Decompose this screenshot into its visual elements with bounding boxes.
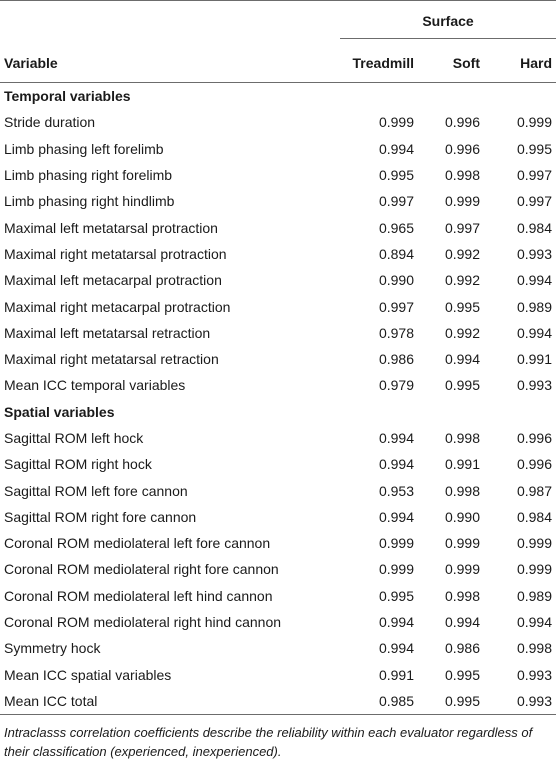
hard-cell: 0.993	[516, 377, 552, 394]
treadmill-cell: 0.978	[378, 324, 414, 341]
variable-cell: Sagittal ROM left fore cannon	[4, 482, 188, 499]
soft-cell: 0.995	[444, 298, 480, 315]
table-row	[0, 320, 556, 346]
treadmill-cell: 0.999	[378, 535, 414, 552]
treadmill-cell: 0.986	[378, 351, 414, 368]
header-row-columns	[0, 48, 556, 83]
soft-cell: 0.992	[444, 324, 480, 341]
soft-cell: 0.995	[444, 666, 480, 683]
soft-cell: 0.996	[444, 140, 480, 157]
treadmill-cell: 0.997	[378, 193, 414, 210]
variable-cell: Sagittal ROM right hock	[4, 456, 152, 473]
table-row	[0, 556, 556, 582]
treadmill-cell: 0.994	[378, 508, 414, 525]
hard-cell: 0.989	[516, 298, 552, 315]
hard-cell: 0.994	[516, 324, 552, 341]
table-row	[0, 477, 556, 503]
surface-header: Surface	[422, 13, 474, 29]
soft-header: Soft	[418, 48, 484, 83]
variable-cell: Sagittal ROM left hock	[4, 430, 144, 446]
treadmill-cell: 0.965	[378, 219, 414, 236]
header-row-top	[0, 1, 556, 49]
variable-cell: Coronal ROM mediolateral left hind cannon	[4, 587, 273, 604]
treadmill-cell: 0.994	[378, 140, 414, 157]
table-row	[0, 293, 556, 319]
treadmill-cell: 0.953	[378, 482, 414, 499]
soft-cell: 0.994	[444, 614, 480, 631]
section-title: Spatial variables	[4, 403, 115, 420]
hard-cell: 0.993	[516, 245, 552, 262]
header-blank	[0, 1, 330, 49]
soft-cell: 0.990	[444, 508, 480, 525]
table-row	[0, 530, 556, 556]
soft-cell: 0.999	[444, 193, 480, 210]
hard-cell: 0.999	[516, 114, 552, 131]
treadmill-cell: 0.999	[378, 561, 414, 578]
section-header-row	[0, 399, 556, 425]
table-row	[0, 241, 556, 267]
treadmill-cell: 0.994	[378, 456, 414, 473]
treadmill-cell: 0.894	[378, 245, 414, 262]
hard-cell: 0.994	[516, 614, 552, 631]
treadmill-cell: 0.999	[378, 114, 414, 131]
table-row	[0, 267, 556, 293]
treadmill-cell: 0.994	[378, 614, 414, 631]
hard-cell: 0.984	[516, 508, 552, 525]
soft-cell: 0.997	[444, 219, 480, 236]
table-row	[0, 188, 556, 214]
table-row	[0, 109, 556, 135]
soft-cell: 0.998	[444, 482, 480, 499]
table-row	[0, 583, 556, 609]
table-row	[0, 688, 556, 715]
variable-cell: Mean ICC spatial variables	[4, 666, 172, 683]
soft-cell: 0.996	[444, 114, 480, 131]
table-row	[0, 346, 556, 372]
table-row	[0, 504, 556, 530]
variable-cell: Limb phasing left forelimb	[4, 140, 164, 157]
table-row	[0, 635, 556, 661]
hard-cell: 0.997	[516, 193, 552, 210]
hard-cell: 0.999	[516, 561, 552, 578]
variable-cell: Stride duration	[4, 114, 96, 131]
variable-cell: Coronal ROM mediolateral right fore cannon	[4, 561, 279, 578]
table-row	[0, 425, 556, 451]
soft-cell: 0.999	[444, 561, 480, 578]
hard-cell: 0.993	[516, 666, 552, 683]
hard-cell: 0.989	[516, 587, 552, 604]
variable-cell: Symmetry hock	[4, 640, 101, 657]
treadmill-cell: 0.990	[378, 272, 414, 289]
soft-cell: 0.992	[444, 245, 480, 262]
soft-cell: 0.986	[444, 640, 480, 657]
section-title: Temporal variables	[4, 88, 131, 105]
table-row	[0, 214, 556, 240]
treadmill-cell: 0.997	[378, 298, 414, 315]
variable-cell: Maximal right metatarsal retraction	[4, 351, 219, 368]
table-row	[0, 372, 556, 398]
variable-cell: Limb phasing right forelimb	[4, 167, 173, 184]
hard-cell: 0.993	[484, 688, 556, 715]
soft-cell: 0.995	[418, 688, 484, 715]
soft-cell: 0.991	[444, 456, 480, 473]
hard-cell: 0.996	[516, 430, 552, 446]
treadmill-cell: 0.994	[378, 640, 414, 657]
hard-cell: 0.996	[516, 456, 552, 473]
treadmill-cell: 0.994	[378, 430, 414, 446]
table-row	[0, 609, 556, 635]
section-header-row	[0, 83, 556, 110]
treadmill-cell: 0.991	[378, 666, 414, 683]
hard-cell: 0.997	[516, 167, 552, 184]
table-row	[0, 136, 556, 162]
variable-cell: Maximal right metatarsal protraction	[4, 245, 227, 262]
soft-cell: 0.998	[444, 587, 480, 604]
variable-cell: Maximal left metatarsal retraction	[4, 324, 211, 341]
soft-cell: 0.994	[444, 351, 480, 368]
hard-cell: 0.998	[516, 640, 552, 657]
soft-cell: 0.998	[444, 167, 480, 184]
variable-cell: Mean ICC temporal variables	[4, 377, 186, 394]
table-row	[0, 162, 556, 188]
variable-cell: Coronal ROM mediolateral left fore cannon	[4, 535, 271, 552]
variable-cell: Coronal ROM mediolateral right hind cannon	[4, 614, 282, 631]
variable-cell: Maximal right metacarpal protraction	[4, 298, 231, 315]
hard-cell: 0.991	[516, 351, 552, 368]
variable-cell: Mean ICC total	[0, 688, 330, 715]
table-body	[0, 83, 556, 715]
treadmill-header: Treadmill	[330, 48, 418, 83]
treadmill-cell: 0.995	[378, 167, 414, 184]
hard-cell: 0.984	[516, 219, 552, 236]
soft-cell: 0.999	[444, 535, 480, 552]
treadmill-cell: 0.985	[330, 688, 418, 715]
treadmill-cell: 0.979	[378, 377, 414, 394]
table-row	[0, 451, 556, 477]
treadmill-cell: 0.995	[378, 587, 414, 604]
soft-cell: 0.995	[444, 377, 480, 394]
soft-cell: 0.998	[444, 430, 480, 446]
table-row	[0, 662, 556, 688]
variable-cell: Limb phasing right hindlimb	[4, 193, 175, 210]
variable-cell: Sagittal ROM right fore cannon	[4, 508, 197, 525]
soft-cell: 0.992	[444, 272, 480, 289]
variable-cell: Maximal left metatarsal protraction	[4, 219, 218, 236]
hard-cell: 0.987	[516, 482, 552, 499]
hard-cell: 0.999	[516, 535, 552, 552]
hard-header: Hard	[484, 48, 556, 83]
variable-header: Variable	[0, 48, 330, 83]
variable-cell: Maximal left metacarpal protraction	[4, 272, 222, 289]
hard-cell: 0.995	[516, 140, 552, 157]
table-footnote: Intraclasss correlation coefficients describe the reliability within each evaluator regardless of their classification (experienced, inexperienced).	[4, 725, 533, 760]
hard-cell: 0.994	[516, 272, 552, 289]
